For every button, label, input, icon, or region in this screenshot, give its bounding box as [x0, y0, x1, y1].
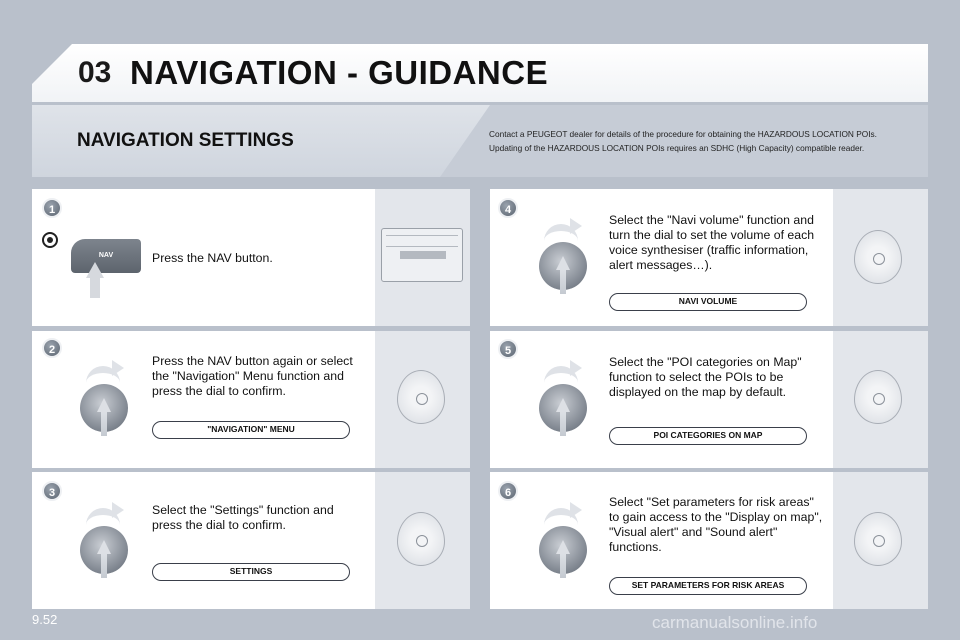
- step-instruction-1: Press the NAV button.: [152, 251, 273, 265]
- page-number: 9.52: [32, 612, 58, 627]
- step-instruction-3: Select the "Settings" function and press the dial to confirm.: [152, 503, 334, 532]
- menu-label-settings: SETTINGS: [152, 563, 350, 581]
- info-note: [489, 127, 919, 155]
- press-arrow-icon: [556, 540, 570, 554]
- menu-label-navi-volume: NAVI VOLUME: [609, 293, 807, 311]
- control-dial-image: [854, 512, 902, 566]
- press-arrow-stem: [101, 412, 107, 436]
- section-title: NAVIGATION SETTINGS: [77, 130, 294, 151]
- step-badge-4: 4: [498, 198, 518, 218]
- menu-label-navigation: "NAVIGATION" MENU: [152, 421, 350, 439]
- press-arrow-stem: [560, 270, 566, 294]
- press-arrow-stem: [560, 412, 566, 436]
- menu-label-risk-areas: SET PARAMETERS FOR RISK AREAS: [609, 577, 807, 595]
- control-dial-image: [397, 512, 445, 566]
- info-note-line: Updating of the HAZARDOUS LOCATION POIs requires an SDHC (High Capacity) compatible reader.: [489, 143, 865, 153]
- radio-unit-image: [381, 228, 463, 282]
- rotate-arrowhead-icon: [112, 502, 124, 518]
- rotate-arrowhead-icon: [570, 502, 582, 518]
- step-badge-3: 3: [42, 481, 62, 501]
- press-arrow-icon: [556, 398, 570, 412]
- press-arrow-stem: [90, 276, 100, 298]
- rotate-arrowhead-icon: [570, 360, 582, 376]
- step-badge-2: 2: [42, 338, 62, 358]
- step-badge-5: 5: [498, 339, 518, 359]
- watermark: carmanualsonline.info: [652, 613, 818, 632]
- page-title: NAVIGATION - GUIDANCE: [130, 54, 549, 91]
- press-arrow-icon: [97, 398, 111, 412]
- control-dial-image: [854, 370, 902, 424]
- step-instruction-2: Press the NAV button again or select the "Navigation" Menu function and press the dial to confirm.: [152, 354, 353, 398]
- press-arrow-stem: [560, 554, 566, 578]
- step-badge-1: 1: [42, 198, 62, 218]
- press-target-icon: [42, 232, 58, 248]
- rotate-arrowhead-icon: [112, 360, 124, 376]
- step-instruction-5: Select the "POI categories on Map" function to select the POIs to be displayed on the map by default.: [609, 355, 802, 399]
- rotate-arrowhead-icon: [570, 218, 582, 234]
- nav-button-image: NAV: [71, 239, 141, 273]
- info-note-line: Contact a PEUGEOT dealer for details of the procedure for obtaining the HAZARDOUS LOCATION POIs.: [489, 129, 877, 139]
- press-arrow-icon: [97, 540, 111, 554]
- control-dial-image: [397, 370, 445, 424]
- press-arrow-icon: [556, 256, 570, 270]
- chapter-number: 03: [78, 56, 112, 89]
- menu-label-poi-categories: POI CATEGORIES ON MAP: [609, 427, 807, 445]
- control-dial-image: [854, 230, 902, 284]
- step-instruction-4: Select the "Navi volume" function and turn the dial to set the volume of each voice synthesiser (traffic information, alert messages…).: [609, 213, 815, 272]
- step-badge-6: 6: [498, 481, 518, 501]
- step-instruction-6: Select "Set parameters for risk areas" to gain access to the "Display on map", "Visual alert" and "Sound alert" functions.: [609, 495, 823, 554]
- press-arrow-stem: [101, 554, 107, 578]
